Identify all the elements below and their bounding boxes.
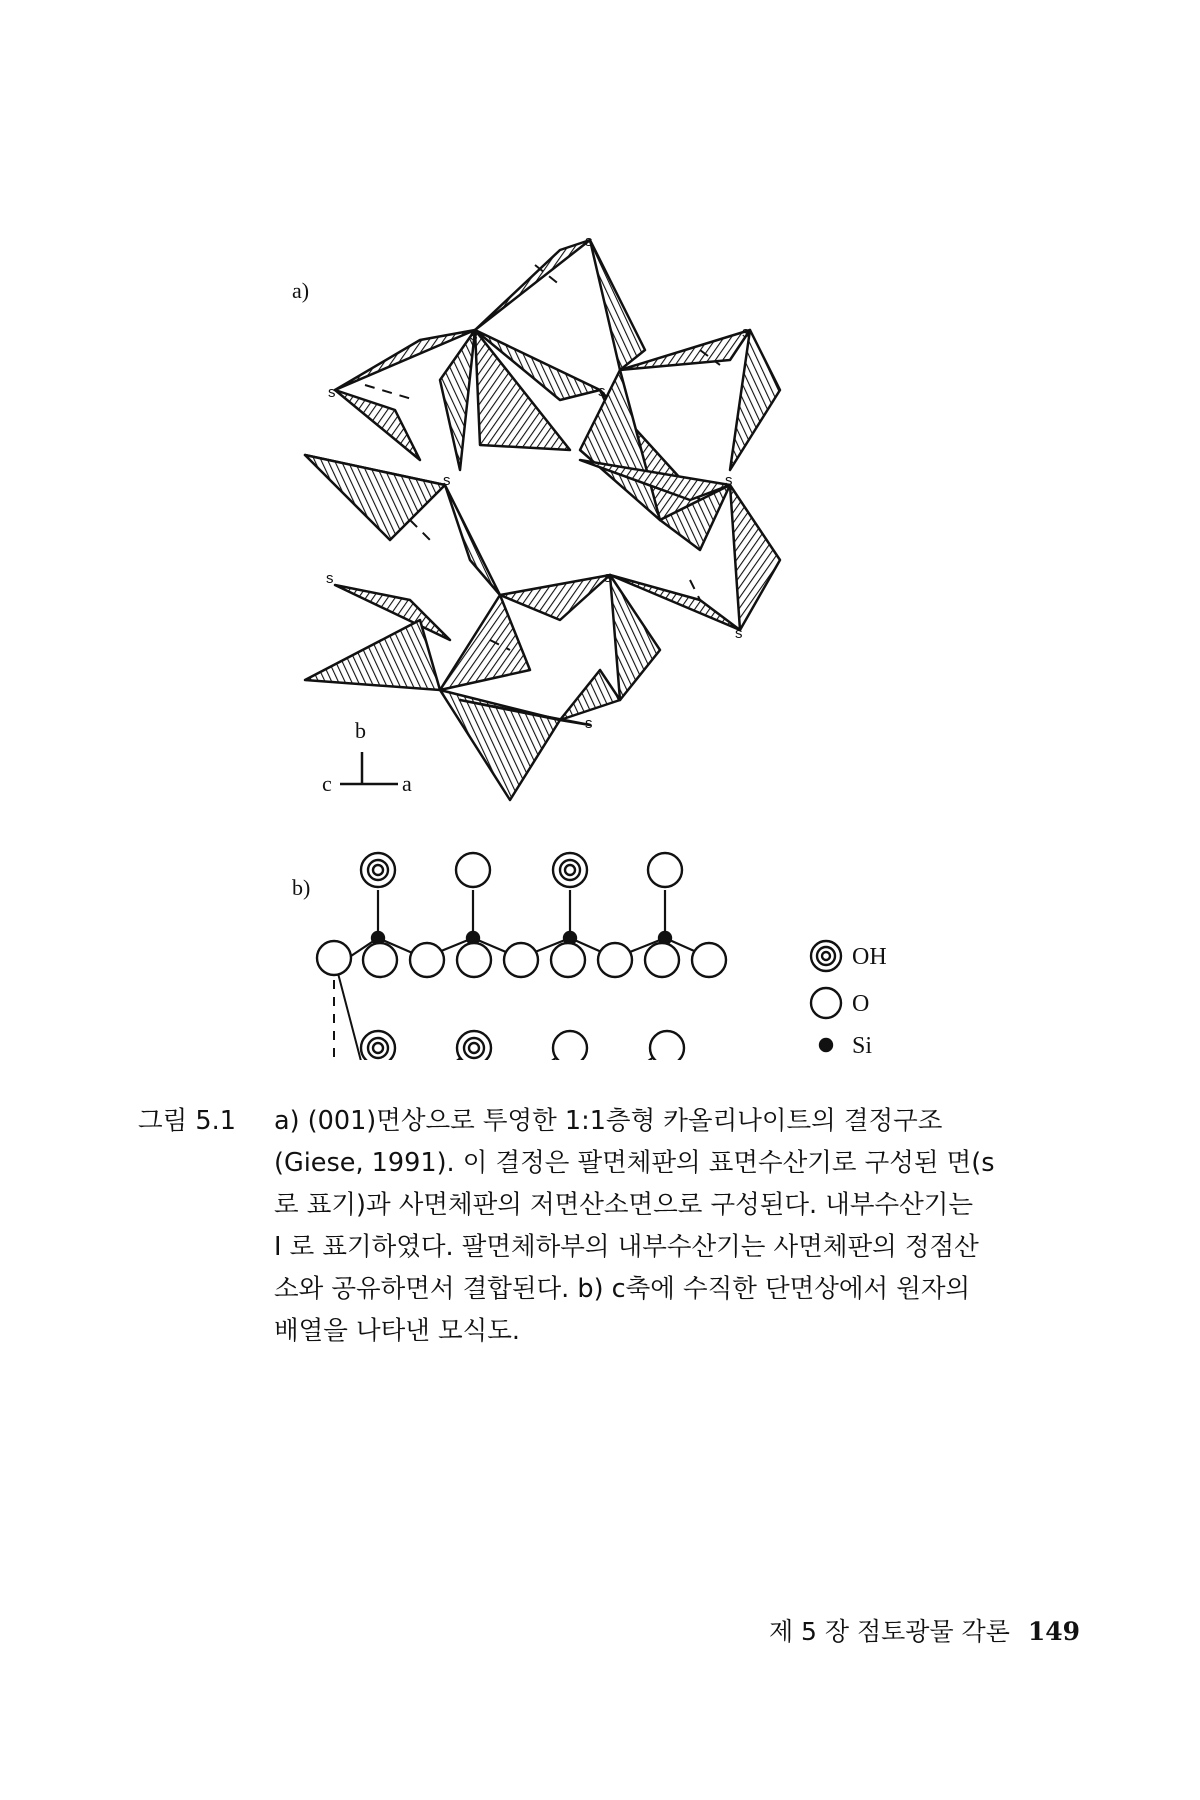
panel-a-label: a) [292, 278, 310, 303]
atoms [317, 853, 791, 1060]
svg-text:s: s [742, 324, 750, 341]
kaolinite-projection [305, 240, 780, 800]
filled-dot-icon [820, 1039, 832, 1051]
svg-text:s: s [598, 383, 606, 400]
caption-line: 배열을 나타낸 모식도. [274, 1316, 521, 1346]
axis-indicator-a [322, 718, 412, 796]
legend-oh-label: OH [852, 944, 887, 970]
svg-text:s: s [735, 625, 743, 642]
panel-b-label: b) [292, 875, 311, 900]
svg-text:s: s [470, 327, 478, 344]
b-axis-label: b [355, 718, 366, 743]
legend-o-label: O [852, 991, 870, 1017]
svg-text:s: s [585, 715, 593, 732]
svg-text:s: s [326, 570, 334, 587]
caption-line: 소와 공유하면서 결합된다. b) c축에 수직한 단면상에서 원자의 [274, 1274, 971, 1304]
svg-text:s: s [604, 569, 612, 586]
svg-text:s: s [725, 472, 733, 489]
running-footer [700, 1612, 1080, 1648]
caption-label: 그림 5.1 [138, 1106, 236, 1136]
a-axis-label: a [402, 771, 412, 796]
legend [811, 941, 887, 1060]
caption-body [274, 1100, 1064, 1352]
svg-text:s: s [328, 384, 336, 401]
double-ring-circle-icon [811, 941, 841, 971]
svg-text:s: s [585, 233, 593, 250]
c-axis-label: c [322, 771, 332, 796]
caption-line: I 로 표기하였다. 팔면체하부의 내부수산기는 사면체판의 정점산 [274, 1232, 979, 1262]
caption-line: (Giese, 1991). 이 결정은 팔면체판의 표면수산기로 구성된 면(s [274, 1148, 995, 1178]
chapter-title: 제 5 장 점토광물 각론 [768, 1617, 1010, 1646]
svg-text:s: s [443, 472, 451, 489]
caption-line: 로 표기)과 사면체판의 저면산소면으로 구성된다. 내부수산기는 [274, 1190, 974, 1220]
legend-si-label: Si [852, 1033, 873, 1059]
caption-line: a) (001)면상으로 투영한 1:1층형 카올리나이트의 결정구조 [274, 1106, 943, 1136]
page-number: 149 [1027, 1617, 1080, 1646]
open-circle-icon [811, 988, 841, 1018]
